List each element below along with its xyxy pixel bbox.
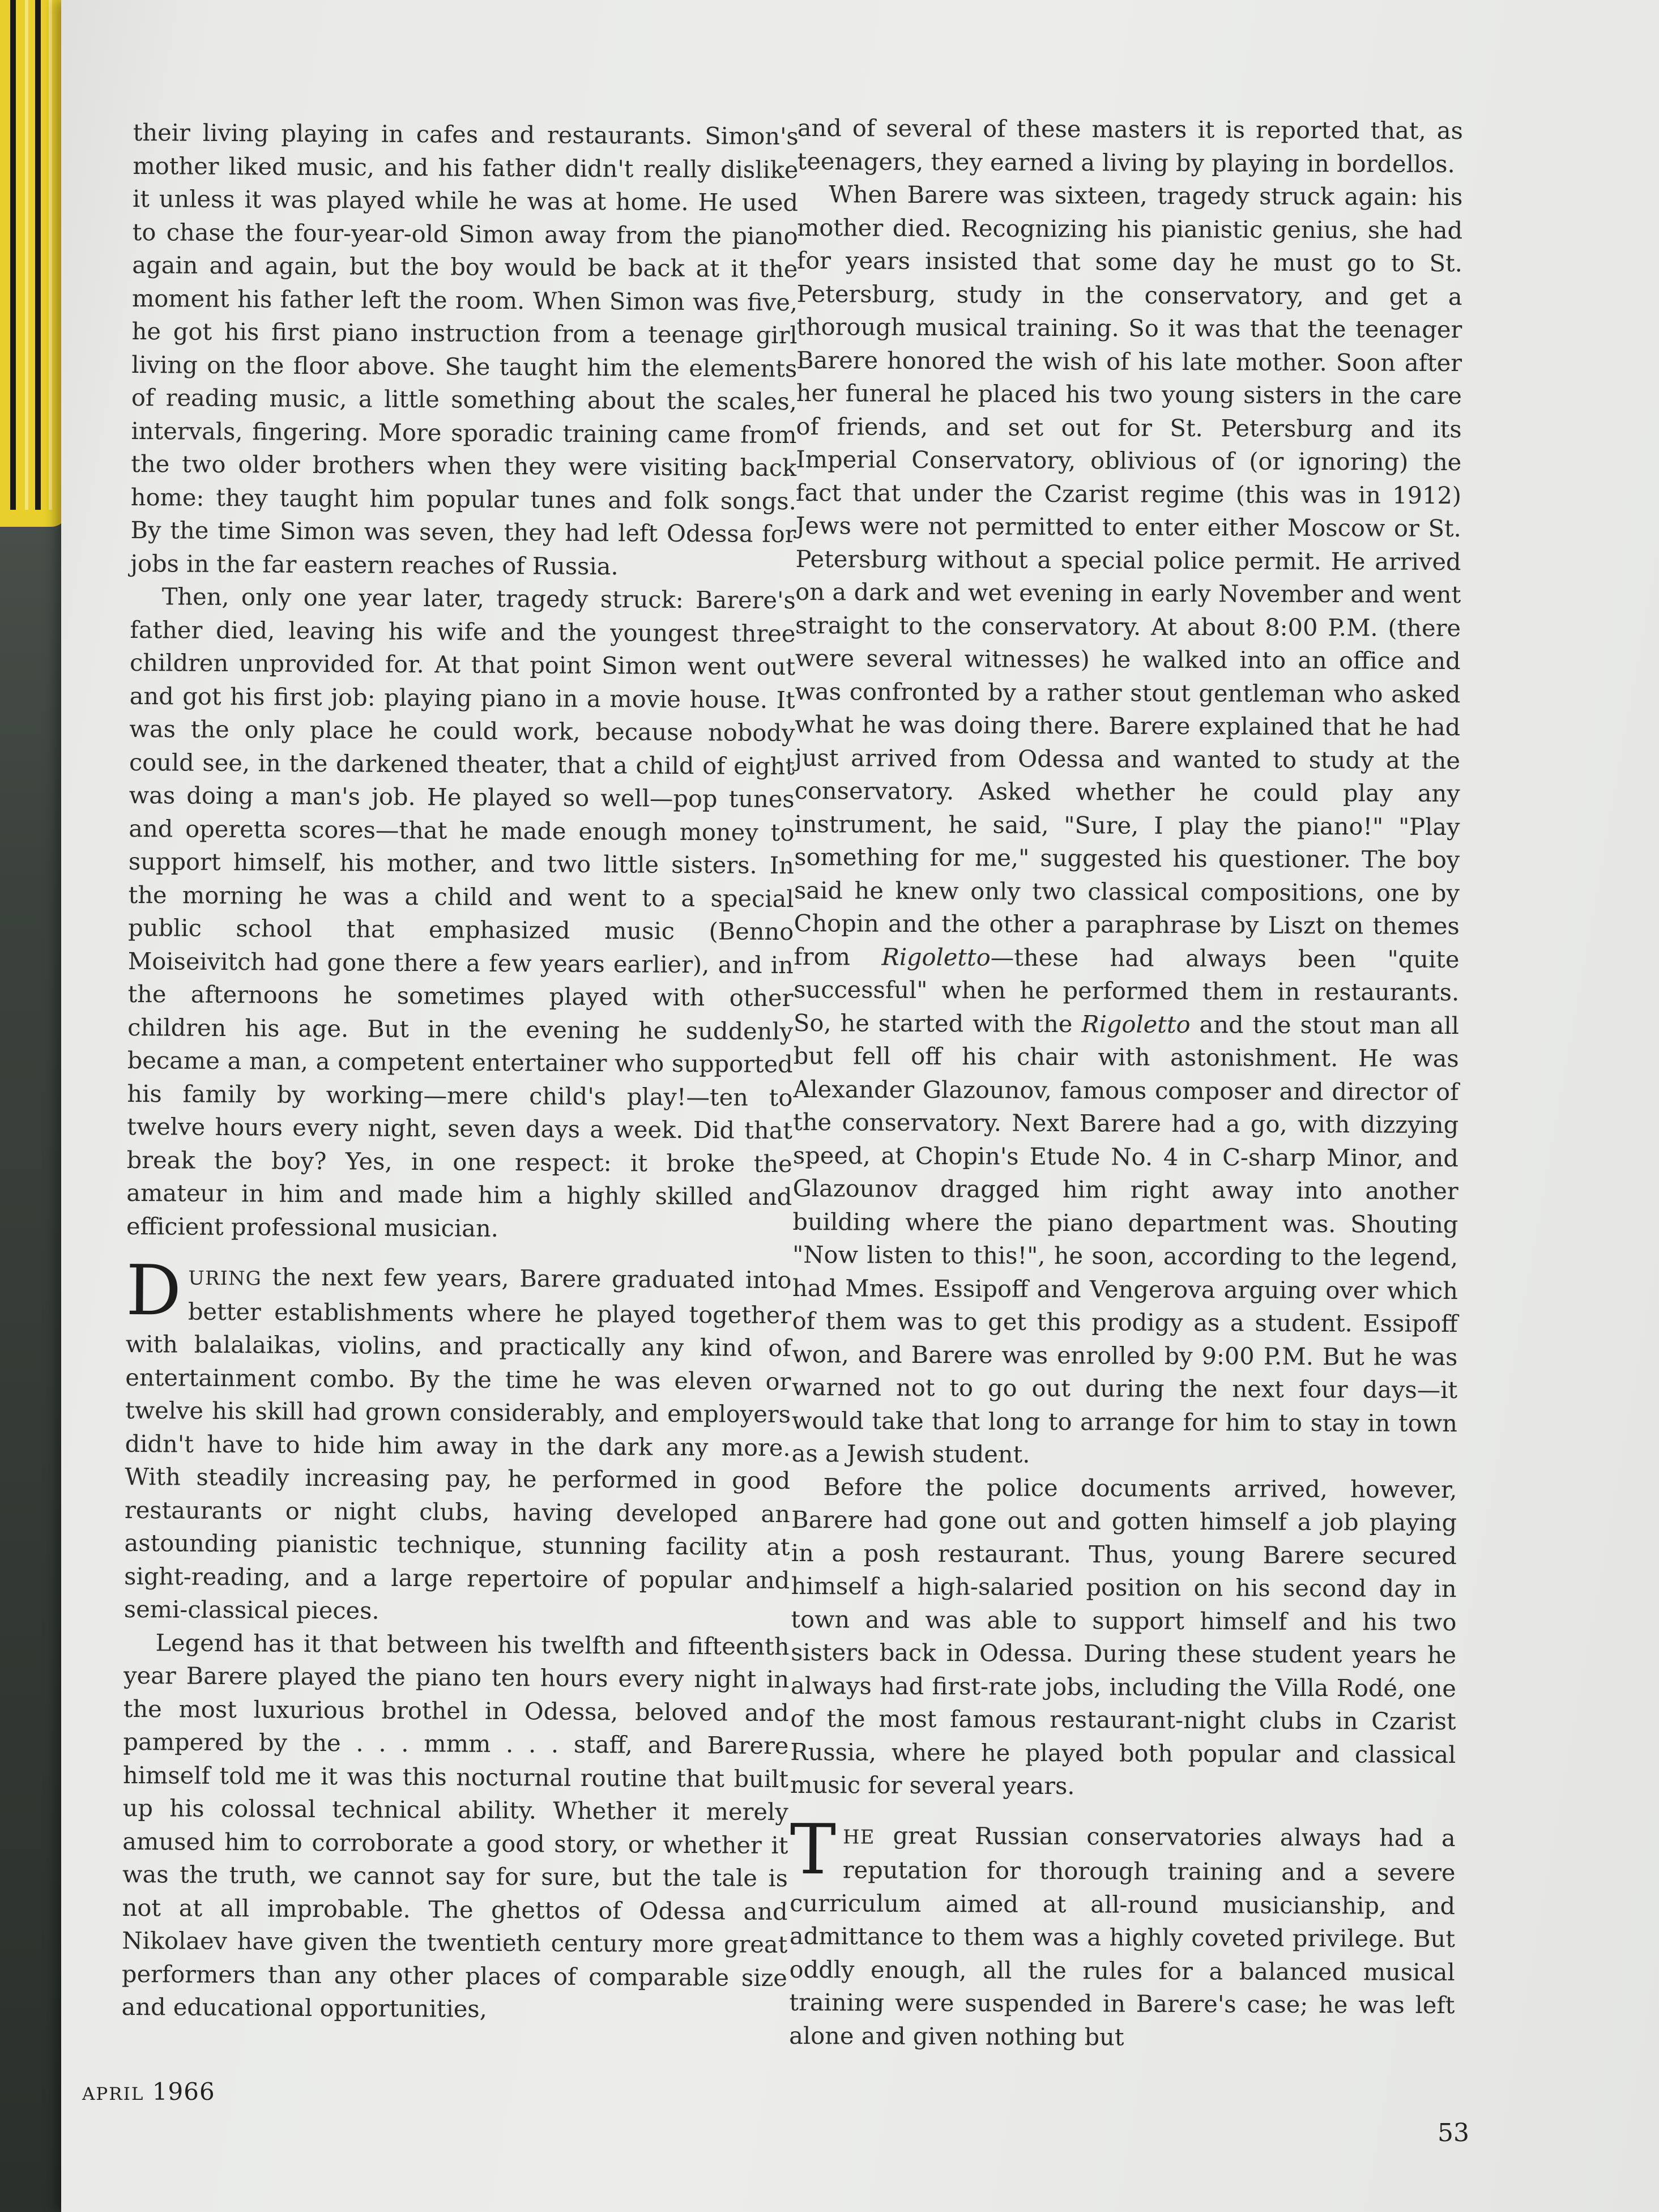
yellow-book-cover <box>0 0 68 527</box>
small-caps-lead: URING <box>188 1267 262 1290</box>
paragraph: Before the police documents arrived, however, Barere had gone out and gotten himself a job playing in a posh restaurant. Thus, young Barere secured himself a high-salaried position on his second day in town and was able to support himself and his two sisters back in Odessa. During these student years he always had first-rate jobs, including the Villa Rodé, one of the most famous restaurant-night clubs in Czarist Russia, where he played both popular and classical music for several years. <box>790 1472 1457 1800</box>
issue-month: APRIL <box>82 2084 144 2104</box>
paragraph-text: When Barere was sixteen, tragedy struck again: his mother died. Recognizing his pianistic genius, she had for years insisted that some day he must go to St. Petersburg, study in the conservatory, and get a thorough musical training. So it was that the teenager Barere honored the wish of his late mother. Soon after her funeral he placed his two young sisters in the care of friends, and set out for St. Petersburg and its Imperial Conservatory, oblivious of (or ignoring) the fact that under the Czarist regime (this was in 1912) Jews were not permitted to enter either Moscow or St. Petersburg without a special police permit. He arrived on a dark and wet evening in early November and went straight to the conservatory. At about 8:00 P.M. (there were several witnesses) he walked into an office and was confronted by a rather stout gentleman who asked what he was doing there. Barere explained that he had just arrived from Odessa and wanted to study at the conservatory. Asked whether he could play any instrument, he said, "Sure, I play the piano!" "Play something for me," suggested his questioner. The boy said he knew only two classical compositions, one by Chopin and the other a paraphrase by Liszt on themes from <box>794 180 1463 971</box>
paragraph: Legend has it that between his twelfth and fifteenth year Barere played the piano ten hours every night in the most luxurious brothel in Odessa, beloved and pampered by the . . . mmm . . . staff, and Barere himself told me it was this nocturnal routine that built up his colossal technical ability. Whether it merely amused him to corroborate a good story, or whether it was the truth, we cannot say for sure, but the tale is not at all improbable. The ghettos of Odessa and Nikolaev have given the twentieth century more great performers than any other places of comparable size and educational opportunities, <box>121 1628 790 2023</box>
section-paragraph <box>789 1809 1456 2055</box>
paragraph: Then, only one year later, tragedy struck: Barere's father died, leaving his wife and the youngest three children unprovided for. At that point Simon went out and got his first job: playing piano in a movie house. It was the only place he could work, because nobody could see, in the darkened theater, that a child of eight was doing a man's job. He played so well—pop tunes and operetta scores—that he made enough money to support himself, his mother, and two little sisters. In the morning he was a child and went to a special public school that emphasized music (Benno Moiseivitch had gone there a few years earlier), and in the afternoons he sometimes played with other children his age. But in the evening he suddenly became a man, a competent entertainer who supported his family by working—mere child's play!—ten to twelve hours every night, seven days a week. Did that break the boy? Yes, in one respect: it broke the amateur in him and made him a highly skilled and efficient professional musician. <box>126 582 796 1242</box>
paragraph <box>792 178 1463 1473</box>
right-column <box>789 112 1463 2055</box>
italic-title: Rigoletto <box>1081 1009 1191 1038</box>
drop-cap: T <box>790 1809 837 1890</box>
italic-title: Rigoletto <box>881 943 991 971</box>
issue-year: 1966 <box>152 2078 215 2106</box>
paragraph: and of several of these masters it is reported that, as teenagers, they earned a living by playing in bordellos. <box>797 113 1463 178</box>
paragraph-text: and the stout man all but fell off his chair with astonishment. He was Alexander Glazounov, famous composer and director of the conservatory. Next Barere had a go, with dizzying speed, at Chopin's Etude No. 4 in C-sharp Minor, and Glazounov dragged him right away into another building where the piano department was. Shouting "Now listen to this!", he soon, according to the legend, had Mmes. Essipoff and Vengerova arguing over which of them was to get this prodigy as a student. Essipoff won, and Barere was enrolled by 9:00 P.M. But he was warned not to go out during the next four days—it would take that long to arrange for him to stay in town as a Jewish student. <box>791 1010 1460 1468</box>
paragraph: their living playing in cafes and restaurants. Simon's mother liked music, and his father didn't really dislike it unless it was played while he was at home. He used to chase the four-year-old Simon away from the piano again and again, but the boy would be back at it the moment his father left the room. When Simon was five, he got his first piano instruction from a teenage girl living on the floor above. She taught him the elements of reading music, a little something about the scales, intervals, fingering. More sporadic training came from the two older brothers when they were visiting back home: they taught him popular tunes and folk songs. By the time Simon was seven, they had left Odessa for jobs in the far eastern reaches of Russia. <box>130 118 799 580</box>
paragraph-text: the next few years, Barere graduated into better establishments where he played together with balalaikas, violins, and practically any kind of entertainment combo. By the time he was eleven or twelve his skill had grown considerably, and employers didn't have to hide him away in the dark any more. With steadily increasing pay, he performed in good restaurants or night clubs, having developed an astounding pianistic technique, stunning facility at sight-reading, and a large repertoire of popular and semi-classical pieces. <box>123 1263 792 1625</box>
section-paragraph <box>123 1250 792 1630</box>
magazine-page <box>61 0 1659 2212</box>
drop-cap: D <box>125 1250 182 1331</box>
left-column <box>121 116 799 2028</box>
page-number: 53 <box>1438 2119 1469 2147</box>
paragraph-text: —these had always been "quite successful" when he performed them in restaurants. So, he started with the <box>793 943 1460 1038</box>
issue-date <box>82 2078 215 2106</box>
small-caps-lead: HE <box>842 1825 875 1849</box>
paragraph-text: great Russian conservatories always had a reputation for thorough training and a severe curriculum aimed at all-round musicianship, and admittance to them was a highly coveted privilege. But oddly enough, all the rules for a balanced musical training were suspended in Barere's case; he was left alone and given nothing but <box>789 1821 1456 2051</box>
